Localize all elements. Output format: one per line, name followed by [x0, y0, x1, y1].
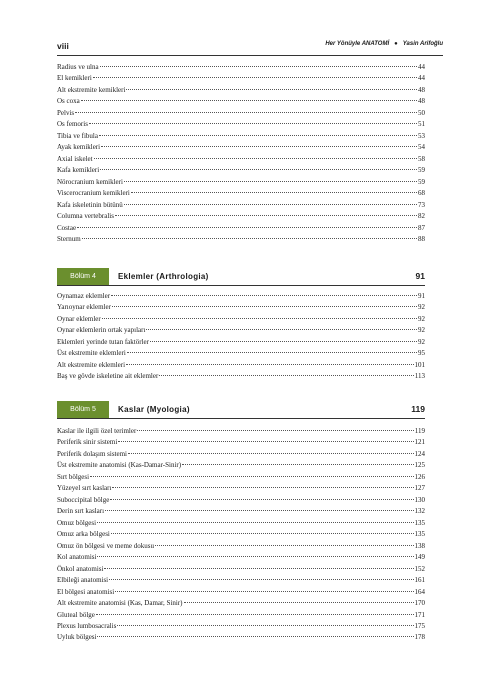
running-title — [325, 41, 443, 47]
toc-entry-title: Üst ekstremite anatomisi (Kas-Damar-Sinir) — [57, 461, 182, 470]
dot-leader — [126, 89, 417, 90]
dot-leader — [137, 430, 413, 431]
dot-leader — [89, 123, 417, 124]
toc-entry — [57, 200, 425, 211]
toc-entry-page: 124 — [414, 449, 425, 458]
toc-entry-title: Ayak kemikleri — [57, 143, 101, 152]
dot-leader — [155, 545, 413, 546]
toc-entry-page: 161 — [414, 576, 425, 585]
toc-entry-title: Omuz arka bölgesi — [57, 530, 110, 539]
toc-entry-page: 171 — [414, 610, 425, 619]
toc-entry — [57, 302, 425, 313]
dot-leader — [75, 112, 417, 113]
dot-leader — [131, 192, 417, 193]
toc-entry-title: Yüzeyel sırt kasları — [57, 484, 112, 493]
chapter-page: 119 — [411, 404, 425, 414]
toc-entry-title: Önkol anatomisi — [57, 564, 104, 573]
toc-entry — [57, 73, 425, 84]
toc-entry-title: Omuz bölgesi — [57, 518, 97, 527]
toc-entry — [57, 552, 425, 563]
toc-entry-page: 53 — [418, 131, 425, 140]
toc-entry-title: Pelvis — [57, 108, 75, 117]
dot-leader — [112, 306, 417, 307]
toc-entry-title: Axial iskelet — [57, 154, 93, 163]
chapter-page: 91 — [415, 271, 425, 281]
dot-leader — [184, 602, 414, 603]
toc-entry-page: 164 — [414, 587, 425, 596]
dot-leader — [124, 204, 417, 205]
author-name: Yasin Arifoğlu — [402, 41, 443, 47]
toc-entry-page: 132 — [414, 507, 425, 516]
toc-entry-title: Üst ekstremite eklemleri — [57, 349, 126, 358]
dot-leader — [97, 556, 413, 557]
chapter-heading-4 — [57, 268, 425, 286]
toc-entry — [57, 541, 425, 552]
dot-leader — [111, 533, 414, 534]
toc-list-chapter-5 — [57, 426, 425, 644]
toc-entry — [57, 460, 425, 471]
toc-entry — [57, 234, 425, 245]
toc-entry-page: 126 — [414, 472, 425, 481]
toc-entry — [57, 437, 425, 448]
dot-leader — [117, 625, 413, 626]
toc-entry-page: 92 — [418, 326, 425, 335]
toc-entry-page: 138 — [414, 541, 425, 550]
toc-entry-title: Os coxa — [57, 97, 80, 106]
toc-entry — [57, 575, 425, 586]
toc-entry-page: 59 — [418, 177, 425, 186]
toc-entry-title: Uyluk bölgesi — [57, 633, 97, 642]
toc-entry-title: Eklemleri yerinde tutan faktörler — [57, 337, 149, 346]
toc-entry — [57, 371, 425, 382]
toc-entry — [57, 85, 425, 96]
toc-entry-page: 44 — [418, 74, 425, 83]
toc-entry-page: 95 — [418, 349, 425, 358]
toc-entry-title: Oynar eklemler — [57, 314, 101, 323]
dot-leader — [115, 215, 417, 216]
dot-leader — [150, 341, 417, 342]
toc-entry — [57, 472, 425, 483]
toc-entry-title: Gluteal bölge — [57, 610, 95, 619]
chapter-title: Kaslar (Myologia) — [118, 405, 190, 414]
dot-leader — [104, 568, 413, 569]
dot-leader — [97, 636, 413, 637]
toc-entry-page: 68 — [418, 189, 425, 198]
toc-entry-title: El bölgesi anatomisi — [57, 587, 115, 596]
toc-entry — [57, 564, 425, 575]
toc-entry — [57, 96, 425, 107]
toc-entry-page: 87 — [418, 223, 425, 232]
toc-entry — [57, 142, 425, 153]
dot-leader — [96, 614, 414, 615]
toc-entry-page: 51 — [418, 120, 425, 129]
toc-entry-title: Kafa iskeletinin bütünü — [57, 200, 123, 209]
toc-entry-page: 152 — [414, 564, 425, 573]
dot-leader — [111, 295, 417, 296]
dot-leader — [105, 510, 413, 511]
toc-entry-title: Nörocranium kemikleri — [57, 177, 123, 186]
toc-entry-title: Sırt bölgesi — [57, 472, 90, 481]
toc-entry — [57, 211, 425, 222]
dot-leader — [94, 158, 417, 159]
toc-entry-page: 125 — [414, 461, 425, 470]
dot-leader — [77, 227, 417, 228]
toc-entry — [57, 483, 425, 494]
toc-entry — [57, 495, 425, 506]
toc-entry-page: 92 — [418, 337, 425, 346]
toc-entry-title: Derin sırt kasları — [57, 507, 105, 516]
toc-entry-page: 149 — [414, 553, 425, 562]
toc-entry — [57, 348, 425, 359]
toc-entry — [57, 610, 425, 621]
toc-entry-page: 59 — [418, 166, 425, 175]
toc-entry — [57, 119, 425, 130]
toc-entry-page: 121 — [414, 438, 425, 447]
toc-entry-title: Baş ve gövde iskeletine ait eklemler — [57, 372, 159, 381]
toc-entry-page: 175 — [414, 621, 425, 630]
toc-entry-title: Radius ve ulna — [57, 63, 99, 71]
toc-entry-page: 135 — [414, 518, 425, 527]
toc-entry-title: Alt ekstremite anatomisi (Kas, Damar, Sinir) — [57, 599, 183, 608]
dot-leader — [110, 499, 413, 500]
toc-entry — [57, 154, 425, 165]
toc-entry-page: 92 — [418, 303, 425, 312]
toc-entry-title: Yarıoynar eklemler — [57, 303, 111, 312]
toc-entry-title: Periferik sinir sistemi — [57, 438, 118, 447]
toc-entry — [57, 188, 425, 199]
dot-leader — [182, 464, 413, 465]
chapter-heading-5 — [57, 401, 425, 419]
dot-leader — [82, 238, 417, 239]
toc-entry — [57, 337, 425, 348]
toc-entry-page: 58 — [418, 154, 425, 163]
dot-leader — [100, 66, 417, 67]
toc-entry-title: Oynar eklemlerin ortak yapıları — [57, 326, 146, 335]
dot-leader — [81, 100, 417, 101]
toc-entry — [57, 360, 425, 371]
toc-entry-title: Sternum — [57, 235, 81, 244]
toc-entry-page: 170 — [414, 599, 425, 608]
chapter-title: Eklemler (Arthrologia) — [118, 272, 209, 281]
dot-leader — [124, 181, 417, 182]
toc-entry-page: 135 — [414, 530, 425, 539]
toc-entry-title: Kaslar ile ilgili özel terimler — [57, 427, 137, 435]
toc-entry — [57, 449, 425, 460]
toc-entry-title: Os femoris — [57, 120, 88, 129]
toc-entry — [57, 506, 425, 517]
toc-entry — [57, 598, 425, 609]
toc-list-bones — [57, 62, 425, 246]
toc-entry-page: 91 — [418, 292, 425, 300]
toc-entry-page: 113 — [414, 372, 425, 381]
dot-leader — [112, 487, 413, 488]
page-number: viii — [57, 41, 69, 51]
toc-entry-page: 48 — [418, 97, 425, 106]
dot-leader — [159, 375, 413, 376]
toc-entry — [57, 529, 425, 540]
toc-entry — [57, 621, 425, 632]
toc-entry-title: Tibia ve fibula — [57, 131, 98, 140]
dot-leader — [115, 591, 413, 592]
book-title: Her Yönüyle ANATOMİ — [325, 41, 390, 47]
toc-entry — [57, 587, 425, 598]
toc-entry-title: Columna vertebralis — [57, 212, 114, 221]
toc-entry-page: 130 — [414, 495, 425, 504]
toc-entry — [57, 62, 425, 73]
dot-leader — [90, 476, 413, 477]
toc-entry-title: Suboccipital bölge — [57, 495, 110, 504]
dot-leader — [101, 146, 417, 147]
dot-leader — [93, 77, 417, 78]
toc-entry-title: Costae — [57, 223, 77, 232]
toc-entry-page: 54 — [418, 143, 425, 152]
toc-entry-page: 101 — [414, 360, 425, 369]
toc-entry-page: 119 — [414, 427, 425, 435]
dot-leader — [102, 318, 417, 319]
toc-list-chapter-4 — [57, 291, 425, 383]
toc-entry-page: 178 — [414, 633, 425, 642]
toc-entry-page: 127 — [414, 484, 425, 493]
toc-entry — [57, 325, 425, 336]
toc-entry — [57, 426, 425, 437]
chapter-label-tab: Bölüm 4 — [57, 268, 109, 285]
dot-leader — [128, 453, 414, 454]
toc-entry-page: 82 — [418, 212, 425, 221]
toc-entry — [57, 165, 425, 176]
dot-leader — [109, 579, 413, 580]
toc-entry-title: Oynamaz eklemler — [57, 292, 111, 300]
toc-entry-title: Alt ekstremite kemikleri — [57, 85, 126, 94]
toc-entry — [57, 223, 425, 234]
toc-entry-title: Plexus lumbosacralis — [57, 621, 117, 630]
toc-entry-page: 44 — [418, 63, 425, 71]
running-header — [57, 41, 443, 56]
toc-entry-page: 50 — [418, 108, 425, 117]
dot-leader — [146, 329, 417, 330]
toc-entry-title: El kemikleri — [57, 74, 92, 83]
toc-entry-title: Kafa kemikleri — [57, 166, 100, 175]
toc-entry-page: 73 — [418, 200, 425, 209]
dot-leader — [126, 364, 413, 365]
toc-entry — [57, 108, 425, 119]
toc-entry-page: 88 — [418, 235, 425, 244]
toc-entry-title: Elbileği anatomisi — [57, 576, 109, 585]
toc-entry — [57, 632, 425, 643]
toc-entry — [57, 131, 425, 142]
toc-entry-title: Alt ekstremite eklemleri — [57, 360, 126, 369]
dot-leader — [127, 352, 417, 353]
toc-entry-title: Periferik dolaşım sistemi — [57, 449, 127, 458]
toc-entry — [57, 314, 425, 325]
toc-entry-title: Kol anatomisi — [57, 553, 97, 562]
dot-leader — [97, 522, 413, 523]
dot-leader — [118, 441, 413, 442]
toc-entry-title: Omuz ön bölgesi ve meme dokusu — [57, 541, 155, 550]
toc-entry-title: Viscerocranium kemikleri — [57, 189, 130, 198]
toc-entry — [57, 177, 425, 188]
toc-entry — [57, 291, 425, 302]
dot-leader — [100, 169, 417, 170]
separator-dot: ● — [394, 41, 398, 47]
chapter-label-tab: Bölüm 5 — [57, 401, 109, 418]
dot-leader — [99, 135, 417, 136]
toc-entry-page: 92 — [418, 314, 425, 323]
toc-entry — [57, 518, 425, 529]
toc-entry-page: 48 — [418, 85, 425, 94]
